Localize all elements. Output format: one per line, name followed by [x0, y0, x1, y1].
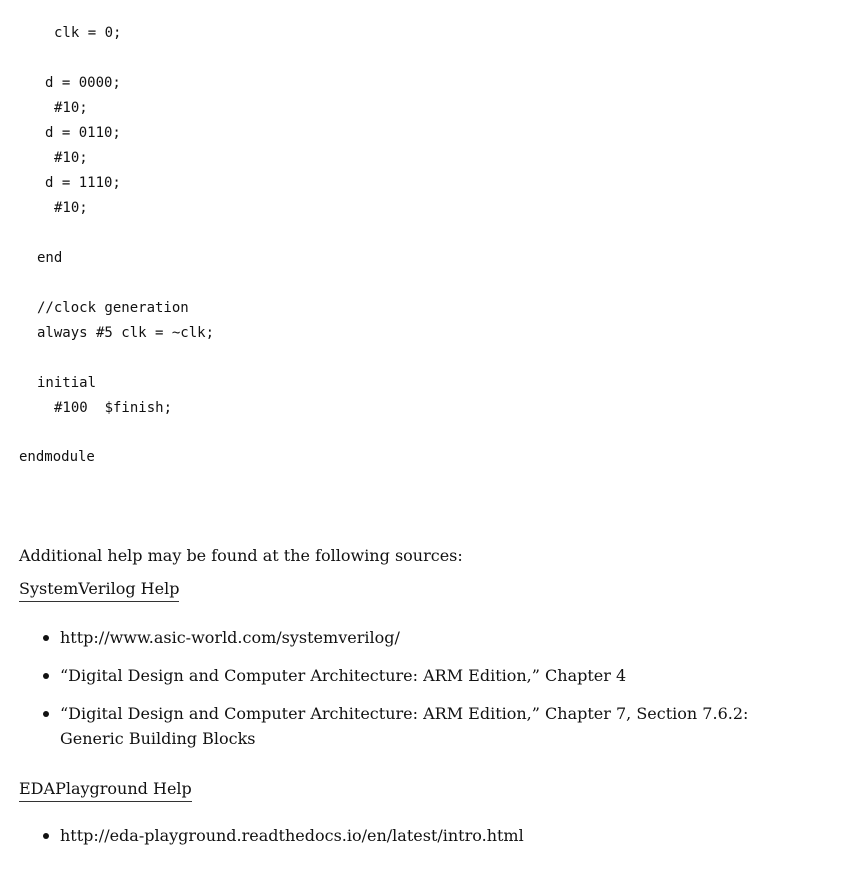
list-item [40, 625, 810, 650]
bullet-dot-icon [43, 711, 49, 717]
ddca-chapter-4-reference: “Digital Design and Computer Architecture: ARM Edition,” Chapter 4 [60, 666, 627, 685]
bullet-dot-icon [43, 635, 49, 641]
list-item [40, 823, 810, 848]
code-line-clock-comment: //clock generation [37, 300, 189, 316]
code-line-finish: #100 $finish; [54, 400, 173, 416]
edaplayground-help-heading[interactable]: EDAPlayground Help [19, 778, 192, 802]
code-line-d-1110: d = 1110; [45, 175, 121, 191]
list-item [40, 663, 810, 688]
ddca-chapter-7-reference: “Digital Design and Computer Architecture: ARM Edition,” Chapter 7, Section 7.6.2: Generic Building Blocks [60, 704, 749, 748]
help-intro-text: Additional help may be found at the following sources: [19, 546, 463, 565]
asic-world-link[interactable]: http://www.asic-world.com/systemverilog/ [60, 628, 400, 647]
bullet-dot-icon [43, 833, 49, 839]
code-line-d-0110: d = 0110; [45, 125, 121, 141]
code-line-clk-init: clk = 0; [54, 25, 122, 41]
code-line-delay-2: #10; [54, 150, 88, 166]
bullet-dot-icon [43, 673, 49, 679]
systemverilog-help-heading[interactable]: SystemVerilog Help [19, 578, 179, 602]
code-line-end: end [37, 250, 63, 266]
code-line-endmodule: endmodule [19, 449, 95, 465]
list-item [40, 701, 810, 751]
code-line-d-0000: d = 0000; [45, 75, 121, 91]
eda-playground-docs-link[interactable]: http://eda-playground.readthedocs.io/en/latest/intro.html [60, 826, 524, 845]
systemverilog-help-list [40, 625, 810, 764]
code-line-initial: initial [37, 375, 97, 391]
code-line-always-clk: always #5 clk = ~clk; [37, 325, 215, 341]
code-line-delay-3: #10; [54, 200, 88, 216]
edaplayground-help-list [40, 823, 810, 861]
code-line-delay-1: #10; [54, 100, 88, 116]
